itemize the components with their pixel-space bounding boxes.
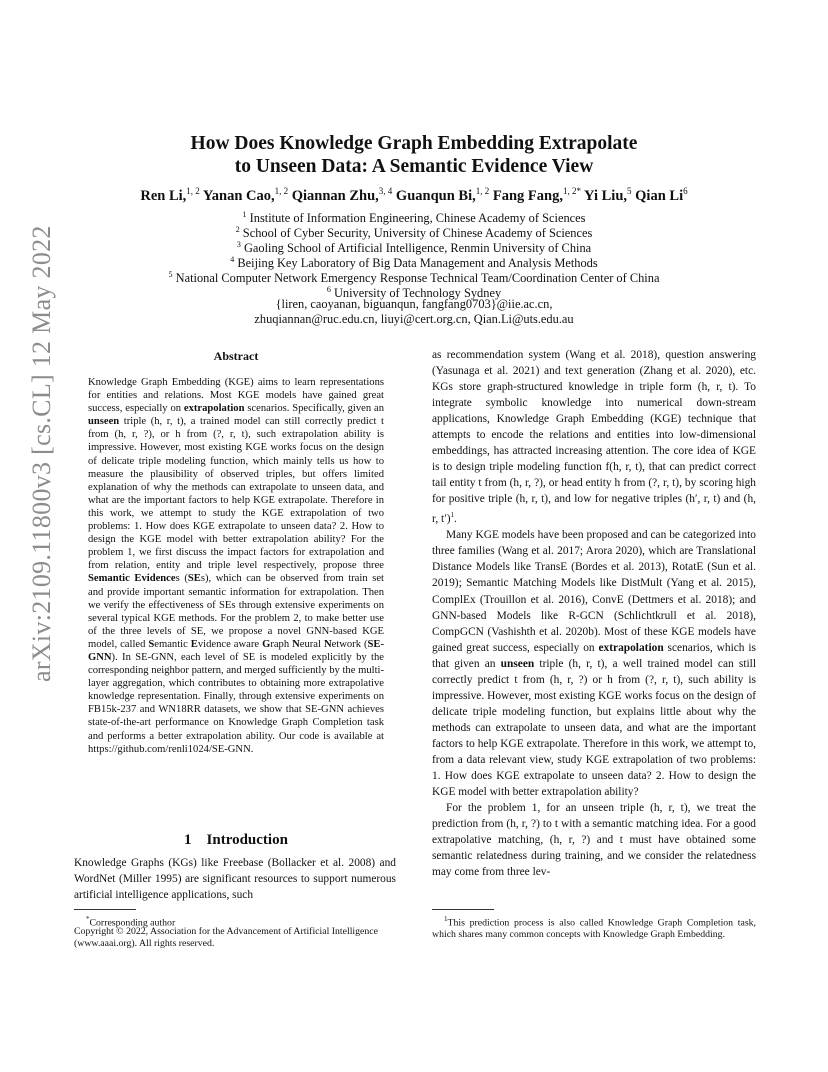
author-affil-mark: 6 xyxy=(683,186,688,196)
section-heading-introduction: 1 Introduction xyxy=(184,832,288,848)
author-affil-mark: 1, 2 xyxy=(186,186,200,196)
paper-title-line-2: to Unseen Data: A Semantic Evidence View xyxy=(234,156,594,177)
affil-text: Beijing Key Laboratory of Big Data Management and Analysis Methods xyxy=(237,256,598,271)
author: Qian Li xyxy=(635,187,684,204)
author: Ren Li, xyxy=(140,187,187,204)
affil-mark: 6 xyxy=(326,285,331,294)
affil-text: Institute of Information Engineering, Chinese Academy of Sciences xyxy=(249,211,586,226)
footnote-rule xyxy=(74,909,136,910)
affil-mark: 5 xyxy=(168,270,173,279)
affil-text: National Computer Network Emergency Response Technical Team/Coordination Center of China xyxy=(175,271,660,286)
copyright-notice: Copyright © 2022, Association for the Advancement of Artificial Intelligence (www.aaai.org). All rights reserved. xyxy=(74,926,378,950)
affil-mark: 3 xyxy=(236,240,241,249)
paragraph: For the problem 1, for an unseen triple (h, r, t), we treat the prediction from (h, r, ?) to t with a semantic matching idea. For a good extrapolative matching, (h, r, ?) and t must have obtained some semantic relatedness during training, and we consider the relatedness may come from three lev- xyxy=(432,802,756,879)
affil-mark: 4 xyxy=(230,255,235,264)
right-column-text xyxy=(432,347,756,880)
author: Fang Fang, xyxy=(492,187,563,204)
introduction-text: Knowledge Graphs (KGs) like Freebase (Bollacker et al. 2008) and WordNet (Miller 1995) are significant resources to support numerous artificial intelligence applications, such xyxy=(74,857,396,901)
author-affil-mark: 1, 2 xyxy=(475,186,490,196)
abstract-body: Knowledge Graph Embedding (KGE) aims to learn representations for entities and relations. Most KGE models have gained great success, especially on extrapolation scenarios. Specifically, given an unseen triple (h, r, t), a trained model can still correctly predict t from (h, r, ?), or h from (?, r, t), such extrapolation ability is impressive. However, most existing KGE works focus on the design of delicate triple modeling function, which mainly tells us how to measure the plausibility of observed triples, but offers limited explanation of why the methods can extrapolate to unseen data, and what are the important factors to help KGE extrapolate. Therefore in this work, we attempt to study the KGE extrapolation of two problems: 1. How does KGE extrapolate to unseen data? 2. How to design the KGE model with better extrapolation ability? For the problem 1, we first discuss the impact factors for extrapolation and from relation, entity and triple level respectively, propose three Semantic Evidences (SEs), which can be observed from train set and provide important semantic information for extrapolation. Then we verify the effectiveness of SEs through extensive experiments on several typical KGE methods. For the problem 2, to make better use of the three levels of SE, we propose a novel GNN-based KGE model, called Semantic Evidence aware Graph Neural Network (SE-GNN). In SE-GNN, each level of SE is modeled explicitly by the corresponding neighbor pattern, and merged sufficiently by the multi-layer aggregation, which contributes to obtaining more extrapolative knowledge representation. Finally, through extensive experiments on FB15k-237 and WN18RR datasets, we show that SE-GNN achieves state-of-the-art performance on Knowledge Graph Completion task and performs a better extrapolation ability. Our code is available at https://github.com/renli1024/SE-GNN. xyxy=(88,377,385,755)
author-affil-mark: 5 xyxy=(627,186,632,196)
author-affil-mark: 1, 2* xyxy=(562,186,581,196)
paragraph: Many KGE models have been proposed and can be categorized into three families (Wang et al. 2017; Arora 2020), which are Translational Distance Models like TransE (Bordes et al. 2013), RotatE (Sun et al. 2019); Semantic Matching Models like DistMult (Yang et al. 2015), ComplEx (Trouillon et al. 2016), ConvE (Dettmers et al. 2018); and GNN-based Models like R-GCN (Schlichtkrull et al. 2018), CompGCN (Vashishth et al. 2020b). Most of these KGE models have gained great success, especially on extrapolation scenarios, which is that given an unseen triple (h, r, t), a well trained model can still correctly predict t from (h, r, ?) or h from (?, r, t), such ability is impressive. However, most existing KGE works focus on the design of delicate triple modeling function, but explains little about why the methods can extrapolate to unseen data, and what are the important factors to help KGE extrapolate. Therefore in this work, we attempt to, from a data relevant view, study KGE extrapolation of two problems: 1. How does KGE extrapolate to unseen data? 2. How to design the KGE model with better extrapolation ability? xyxy=(432,529,756,799)
abstract-heading: Abstract xyxy=(213,349,259,363)
author: Qiannan Zhu, xyxy=(291,187,379,204)
author: Yanan Cao, xyxy=(202,187,275,204)
affil-mark: 1 xyxy=(242,210,247,219)
affil-text: School of Cyber Security, University of Chinese Academy of Sciences xyxy=(242,226,593,241)
paragraph: as recommendation system (Wang et al. 2018), question answering (Yasunaga et al. 2021) and text generation (Zhang et al. 2020), etc. KGs store graph-structured knowledge in triple form (h, r, t). To integrate symbolic knowledge into numerical down-stream applications, Knowledge Graph Embedding (KGE) technique that attempts to encode the relations and entities into low-dimensional embeddings, has attracted increasing attention. The core idea of KGE is to design triple modeling function f(h, r, t), that can predict correct tail entity t from (h, r, ?), or head entity h from (?, r, t), by scoring high for positive triple (h, r, t), and low for negative triples (h′, r, t) and (h, r, t′)$^1$. xyxy=(432,349,756,526)
affil-text: University of Technology Sydney xyxy=(333,286,502,301)
footnote-corresponding: *Corresponding author xyxy=(86,915,176,929)
author: Yi Liu, xyxy=(584,187,628,204)
footnote-rule xyxy=(432,909,494,910)
email-line: zhuqiannan@ruc.edu.cn, liuyi@cert.org.cn, Qian.Li@uts.edu.au xyxy=(254,312,574,326)
affil-mark: 2 xyxy=(235,225,240,234)
author: Guanqun Bi, xyxy=(395,187,476,204)
email-line: {liren, caoyanan, biguanqun, fangfang0703}@iie.ac.cn, xyxy=(275,297,553,311)
affil-text: Gaoling School of Artificial Intelligence, Renmin University of China xyxy=(243,241,592,256)
author-affil-mark: 3, 4 xyxy=(378,186,393,196)
author-affil-mark: 1, 2 xyxy=(274,186,289,196)
footnote-1: $^1$This prediction process is also called Knowledge Graph Completion task, which shares many common concepts with Knowledge Graph Embedding. xyxy=(432,915,756,941)
paper-title-line-1: How Does Knowledge Graph Embedding Extrapolate xyxy=(190,133,638,154)
author-list xyxy=(60,186,768,205)
arxiv-stamp: arXiv:2109.11800v3 [cs.CL] 12 May 2022 xyxy=(27,225,56,682)
